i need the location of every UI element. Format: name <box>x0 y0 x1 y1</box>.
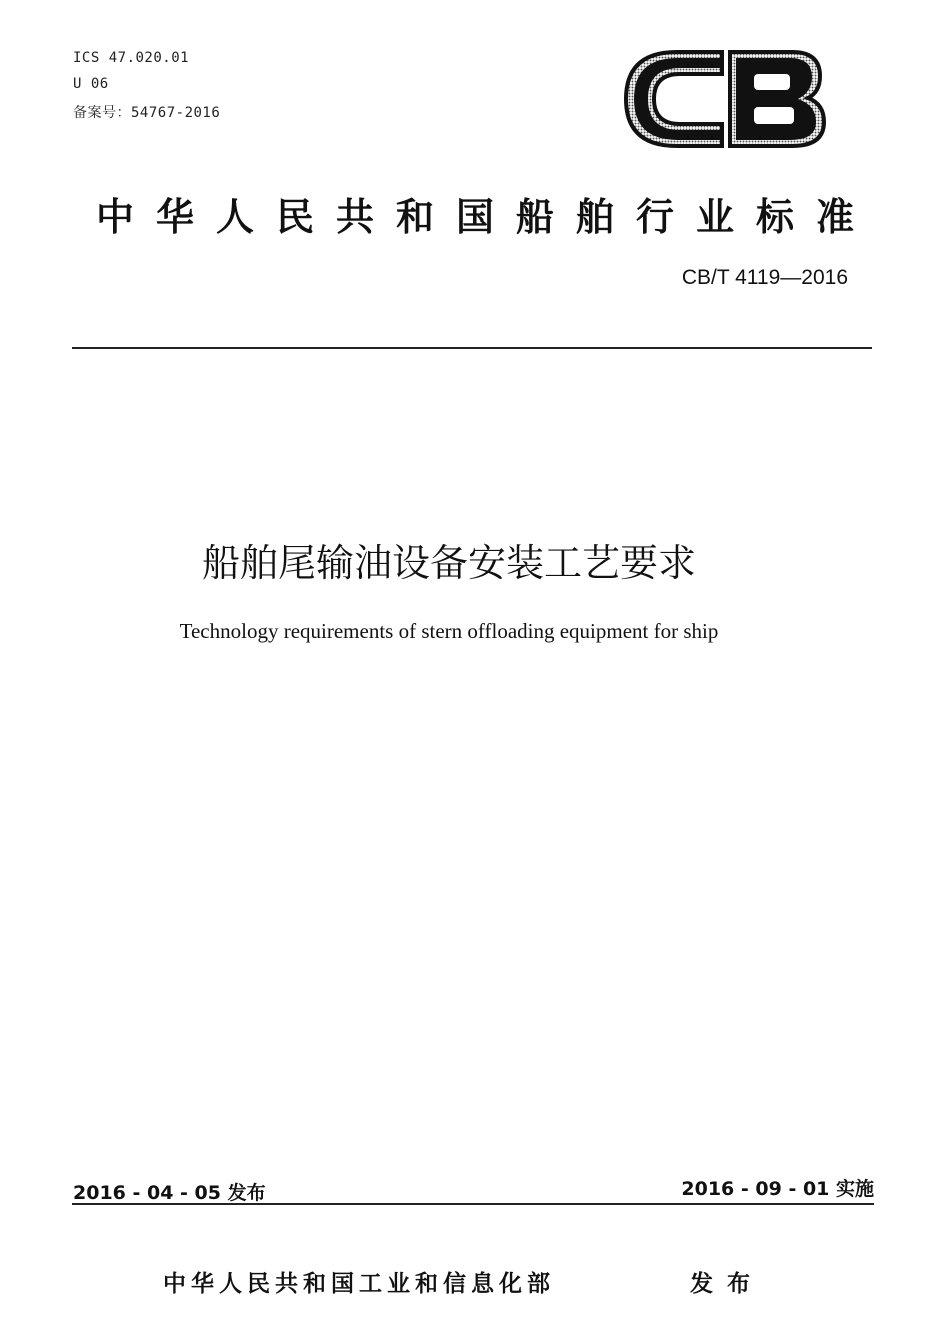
organization-title: 中华人民共和国船舶行业标准 <box>95 195 876 239</box>
top-divider <box>72 347 872 349</box>
ics-code: ICS 47.020.01 <box>73 50 190 66</box>
classification-code: U 06 <box>73 76 109 92</box>
bottom-divider <box>72 1203 874 1205</box>
cb-logo <box>622 44 828 154</box>
implementation-date: 2016 - 09 - 01 实施 <box>681 1178 874 1200</box>
publish-date: 2016 - 04 - 05 发布 <box>73 1182 266 1204</box>
title-chinese: 船舶尾输油设备安装工艺要求 <box>201 541 696 585</box>
issue-label: 发布 <box>690 1271 764 1297</box>
record-number: 备案号：54767-2016 <box>73 105 221 121</box>
issuing-authority: 中华人民共和国工业和信息化部 <box>163 1271 555 1297</box>
standard-number: CB/T 4119—2016 <box>681 266 848 289</box>
title-english: Technology requirements of stern offloading equipment for ship <box>179 619 719 643</box>
